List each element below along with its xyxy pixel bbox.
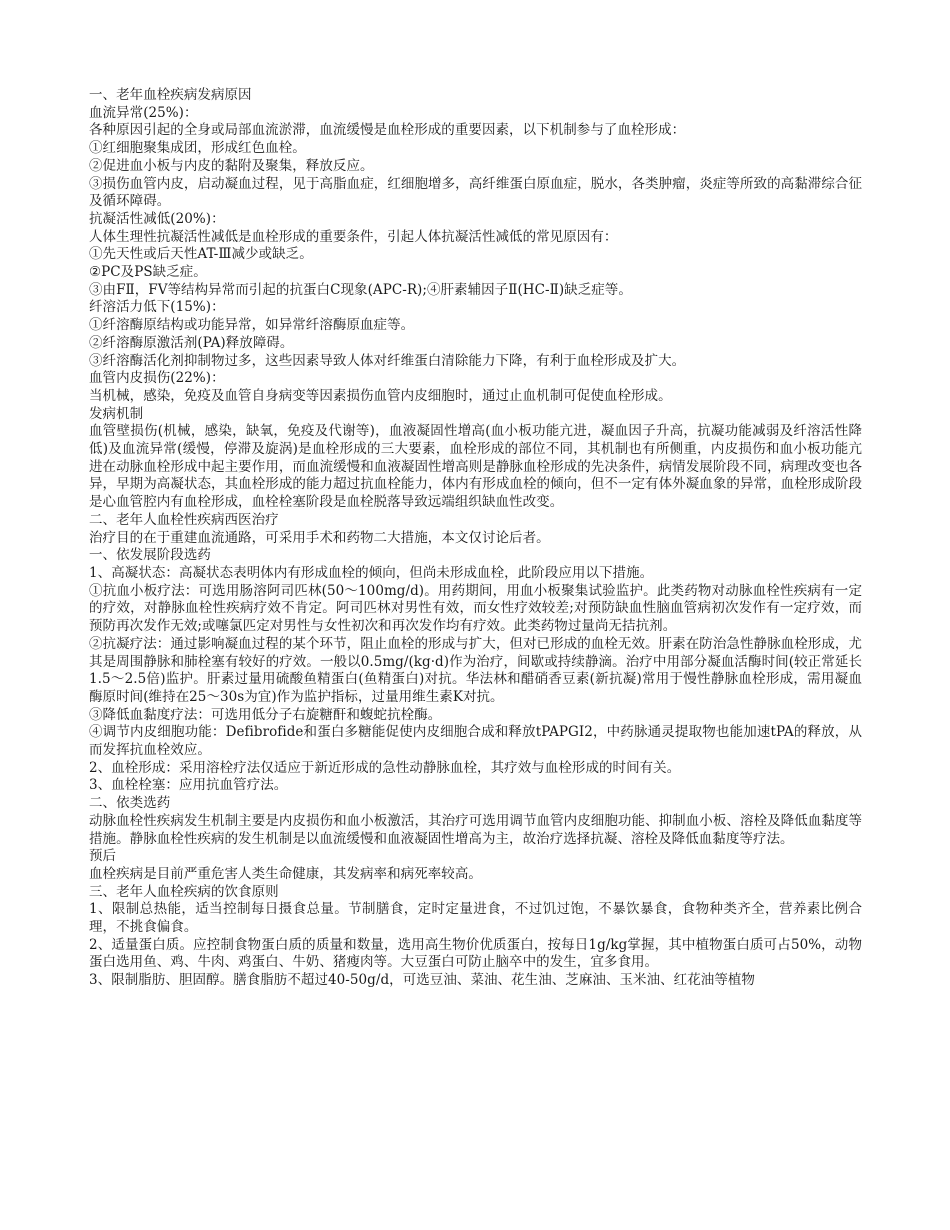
document-body bbox=[89, 87, 862, 990]
subsection-heading: 二、依类选药 bbox=[89, 795, 171, 812]
paragraph: 血栓疾病是目前严重危害人类生命健康，其发病率和病死率较高。 bbox=[89, 865, 482, 882]
list-item: ③损伤血管内皮，启动凝血过程，见于高脂血症，红细胞增多，高纤维蛋白原血症，脱水，各类肿瘤，炎症等所致的高黏滞综合征及循环障碍。 bbox=[89, 175, 862, 210]
paragraph: 3、限制脂肪、胆固醇。膳食脂肪不超过40-50g/d，可选豆油、菜油、花生油、芝麻油、玉米油、红花油等植物 bbox=[89, 972, 755, 989]
paragraph: 2、适量蛋白质。应控制食物蛋白质的质量和数量，选用高生物价优质蛋白，按每日1g/kg掌握，其中植物蛋白质可占50%，动物蛋白选用鱼、鸡、牛肉、鸡蛋白、牛奶、猪瘦肉等。大豆蛋白可防止脑卒中的发生，宜多食用。 bbox=[89, 936, 862, 971]
paragraph: 人体生理性抗凝活性减低是血栓形成的重要条件，引起人体抗凝活性减低的常见原因有： bbox=[89, 228, 618, 245]
subsection-heading: 血流异常(25%)： bbox=[89, 104, 198, 121]
list-item: ③由FⅡ，FⅤ等结构异常而引起的抗蛋白C现象(APC-R);④肝素辅因子Ⅱ(HC-Ⅱ)缺乏症等。 bbox=[89, 281, 632, 298]
list-item: ②促进血小板与内皮的黏附及聚集，释放反应。 bbox=[89, 157, 374, 174]
list-item: ②抗凝疗法：通过影响凝血过程的某个环节，阻止血栓的形成与扩大，但对已形成的血栓无效。肝素在防治急性静脉血栓形成，尤其是周围静脉和肺栓塞有较好的疗效。一般以0.5mg/(kg·d)作为治疗，间歇或持续静滴。治疗中用部分凝血活酶时间(较正常延长1.5～2.5倍)监护。肝素过量用硫酸鱼精蛋白(鱼精蛋白)对抗。华法林和醋硝香豆素(新抗凝)常用于慢性静脉血栓形成，需用凝血酶原时间(维持在25～30s为宜)作为监护指标，过量用维生素K对抗。 bbox=[89, 635, 862, 705]
paragraph: 各种原因引起的全身或局部血流淤滞，血流缓慢是血栓形成的重要因素，以下机制参与了血栓形成： bbox=[89, 122, 686, 139]
list-item: ④调节内皮细胞功能：Defibrofide和蛋白多糖能促使内皮细胞合成和释放tPAPGI2，中药脉通灵提取物也能加速tPA的释放，从而发挥抗血栓效应。 bbox=[89, 724, 862, 759]
section-heading: 二、老年人血栓性疾病西医治疗 bbox=[89, 511, 279, 528]
paragraph: 血管壁损伤(机械，感染，缺氧，免疫及代谢等)，血液凝固性增高(血小板功能亢进，凝血因子升高，抗凝功能减弱及纤溶活性降低)及血流异常(缓慢，停滞及旋涡)是血栓形成的三大要素，血栓形成的部位不同，其机制也有所侧重，内皮损伤和血小板功能亢进在动脉血栓形成中起主要作用，而血流缓慢和血液凝固性增高则是静脉血栓形成的先决条件，病情发展阶段不同，病理改变也各异，早期为高凝状态，其血栓形成的能力超过抗血栓能力，体内有形成血栓的倾向，但不一定有体外凝血象的异常，血栓形成阶段是心血管腔内有血栓形成，血栓栓塞阶段是血栓脱落导致远端组织缺血性改变。 bbox=[89, 423, 862, 511]
paragraph: 当机械，感染，免疫及血管自身病变等因素损伤血管内皮细胞时，通过止血机制可促使血栓形成。 bbox=[89, 387, 672, 404]
paragraph: 3、血栓栓塞：应用抗血管疗法。 bbox=[89, 777, 288, 794]
subsection-heading: 发病机制 bbox=[89, 405, 144, 422]
subsection-heading: 纤溶活力低下(15%)： bbox=[89, 299, 225, 316]
section-heading: 一、老年血栓疾病发病原因 bbox=[89, 87, 252, 103]
paragraph: 1、高凝状态：高凝状态表明体内有形成血栓的倾向，但尚未形成血栓，此阶段应用以下措施。 bbox=[89, 564, 654, 581]
list-item: ①先天性或后天性AT-Ⅲ减少或缺乏。 bbox=[89, 246, 313, 263]
list-item: ③降低血黏度疗法：可选用低分子右旋糖酐和蝮蛇抗栓酶。 bbox=[89, 706, 442, 723]
subsection-heading: 抗凝活性减低(20%)： bbox=[89, 210, 225, 227]
list-item: ①抗血小板疗法：可选用肠溶阿司匹林(50～100mg/d)。用药期间，用血小板聚集试验监护。此类药物对动脉血栓性疾病有一定的疗效，对静脉血栓性疾病疗效不肯定。阿司匹林对男性有效，而女性疗效较差;对预防缺血性脑血管病初次发作有一定疗效，而预防再次发作无效;或噻氯匹定对男性与女性初次和再次发作均有疗效。此类药物过量尚无拮抗剂。 bbox=[89, 582, 862, 635]
subsection-heading: 预后 bbox=[89, 848, 117, 865]
list-item: ③纤溶酶活化剂抑制物过多，这些因素导致人体对纤维蛋白清除能力下降，有利于血栓形成及扩大。 bbox=[89, 352, 686, 369]
paragraph: 治疗目的在于重建血流通路，可采用手术和药物二大措施，本文仅讨论后者。 bbox=[89, 529, 550, 546]
paragraph: 1、限制总热能，适当控制每日摄食总量。节制膳食，定时定量进食，不过饥过饱，不暴饮暴食，食物种类齐全，营养素比例合理，不挑食偏食。 bbox=[89, 901, 862, 936]
paragraph: 动脉血栓性疾病发生机制主要是内皮损伤和血小板激活，其治疗可选用调节血管内皮细胞功能、抑制血小板、溶栓及降低血黏度等措施。静脉血栓性疾病的发生机制是以血流缓慢和血液凝固性增高为主，故治疗选择抗凝、溶栓及降低血黏度等疗法。 bbox=[89, 812, 862, 847]
subsection-heading: 一、依发展阶段选药 bbox=[89, 547, 211, 564]
section-heading: 三、老年人血栓疾病的饮食原则 bbox=[89, 883, 279, 900]
list-item: ①红细胞聚集成团，形成红色血栓。 bbox=[89, 140, 306, 157]
subsection-heading: 血管内皮损伤(22%)： bbox=[89, 370, 225, 387]
list-item: ①纤溶酶原结构或功能异常，如异常纤溶酶原血症等。 bbox=[89, 317, 415, 334]
list-item: ②纤溶酶原激活剂(PA)释放障碍。 bbox=[89, 334, 294, 351]
paragraph: 2、血栓形成：采用溶栓疗法仅适应于新近形成的急性动静脉血栓，其疗效与血栓形成的时间有关。 bbox=[89, 759, 681, 776]
list-item: ②PC及PS缺乏症。 bbox=[89, 264, 207, 281]
